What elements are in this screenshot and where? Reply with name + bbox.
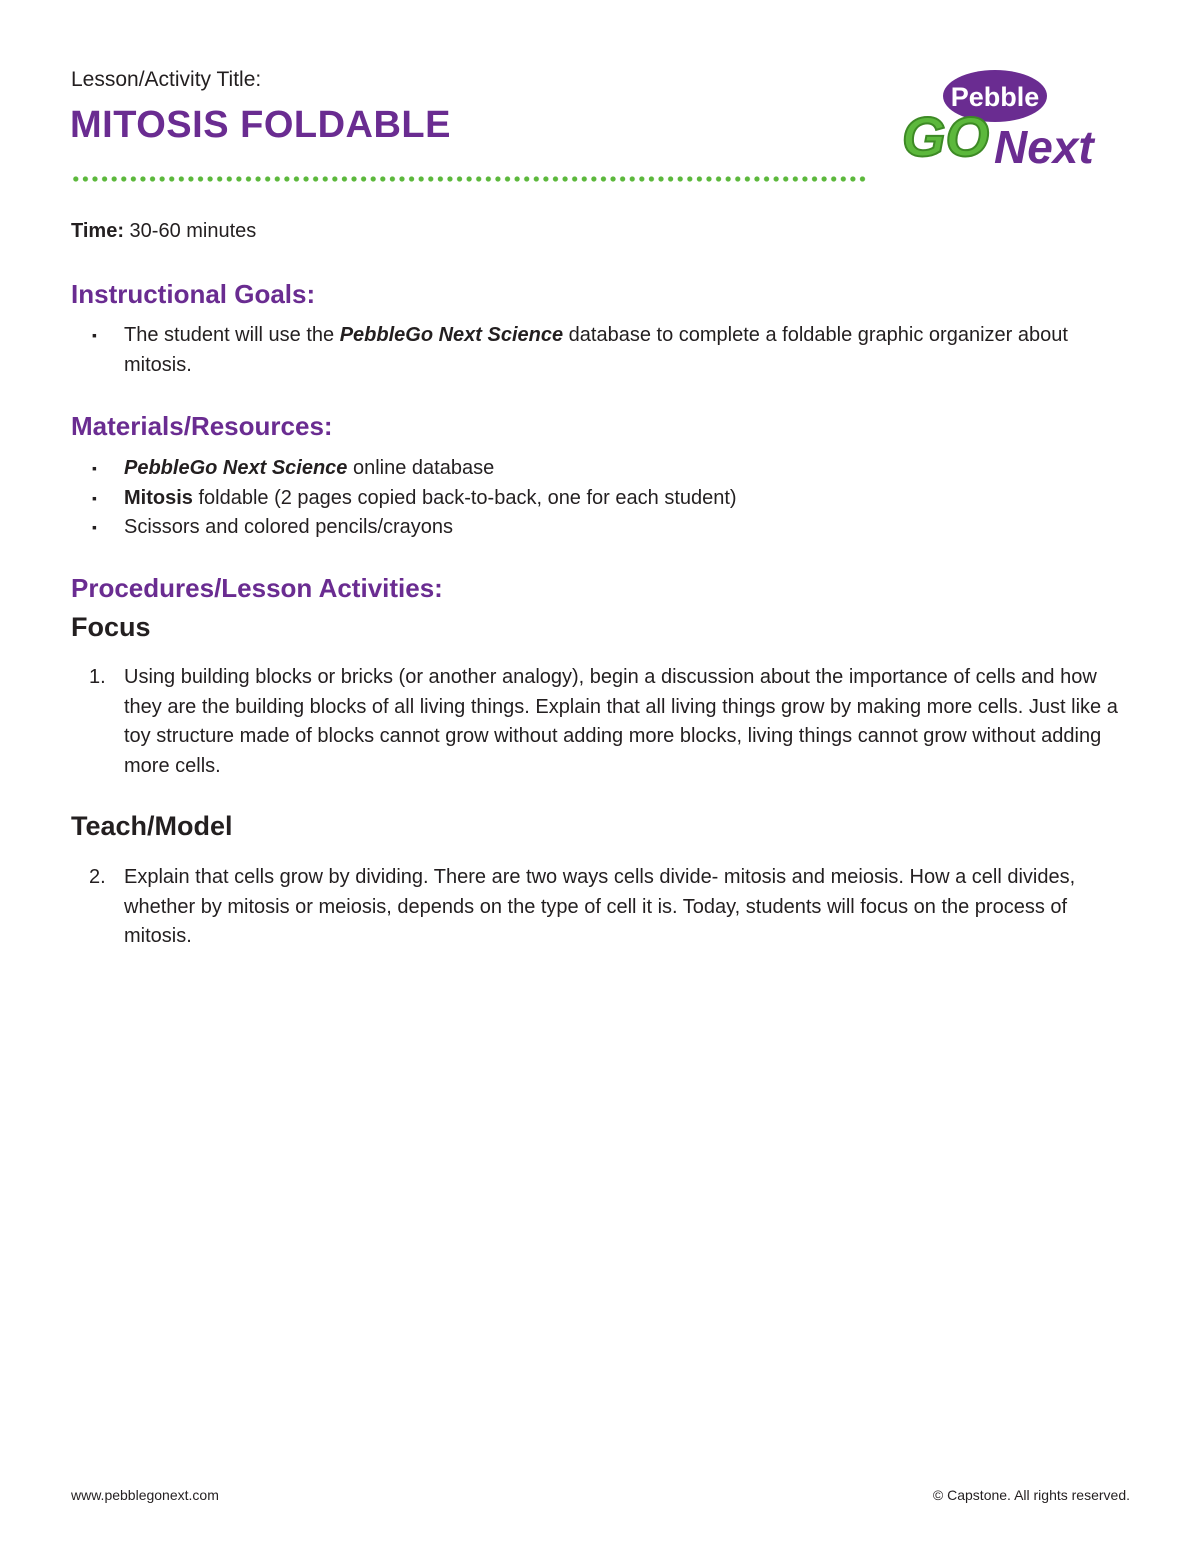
- time-line: [71, 220, 256, 243]
- list-item: 2. Explain that cells grow by dividing. There are two ways cells divide- mitosis and meiosis. How a cell divides, whether by mitosis or meiosis, depends on the type of cell it is. Today, students will focus on the process of mitosis.: [71, 863, 1131, 952]
- list-item: ▪ The student will use the PebbleGo Next Science database to complete a foldable graphic organizer about mitosis.: [71, 321, 1131, 380]
- goals-list: [71, 321, 1131, 380]
- lesson-activity-label: Lesson/Activity Title:: [71, 68, 262, 91]
- time-label: Time:: [71, 220, 124, 242]
- bullet-marker: ▪: [92, 519, 97, 536]
- goals-heading: Instructional Goals:: [71, 279, 316, 309]
- list-item: ▪ PebbleGo Next Science online database: [71, 454, 1131, 484]
- database-name: PebbleGo Next Science: [339, 324, 564, 346]
- bullet-marker: ▪: [92, 460, 97, 476]
- footer-copyright: © Capstone. All rights reserved.: [932, 1487, 1130, 1503]
- focus-list: [71, 663, 1131, 781]
- database-name: PebbleGo Next Science: [124, 457, 348, 479]
- list-item: 1. Using building blocks or bricks (or another analogy), begin a discussion about the importance of cells and how they are the building blocks of all living things. Explain that all living things grow by making more cells. Just like a toy structure made of blocks cannot grow without adding more blocks, living things cannot grow without adding more cells.: [71, 663, 1131, 781]
- focus-heading: Focus: [71, 612, 151, 642]
- list-item: ▪ Mitosis foldable (2 pages copied back-to-back, one for each student): [71, 484, 1131, 514]
- list-number: 2.: [89, 866, 106, 888]
- teach-model-heading: Teach/Model: [71, 811, 233, 841]
- footer-website: www.pebblegonext.com: [71, 1487, 219, 1503]
- foldable-name: Mitosis: [124, 486, 193, 509]
- list-item: ▪ Scissors and colored pencils/crayons: [71, 513, 1131, 543]
- dotted-divider: [71, 176, 866, 182]
- time-value: 30-60 minutes: [123, 220, 257, 242]
- logo-pebble-text: Pebble: [950, 82, 1040, 112]
- teach-list: [71, 863, 1131, 952]
- logo-next-text: Next: [994, 121, 1094, 172]
- bullet-marker: ▪: [92, 489, 97, 506]
- bullet-marker: ▪: [92, 327, 97, 343]
- materials-heading: Materials/Resources:: [71, 411, 333, 441]
- procedures-heading: Procedures/Lesson Activities:: [71, 573, 443, 603]
- pebblego-next-logo: [896, 68, 1136, 172]
- logo-go-text: GO: [902, 105, 990, 168]
- page-title: MITOSIS FOLDABLE: [70, 104, 451, 146]
- materials-list: [71, 454, 1131, 543]
- list-number: 1.: [89, 666, 106, 688]
